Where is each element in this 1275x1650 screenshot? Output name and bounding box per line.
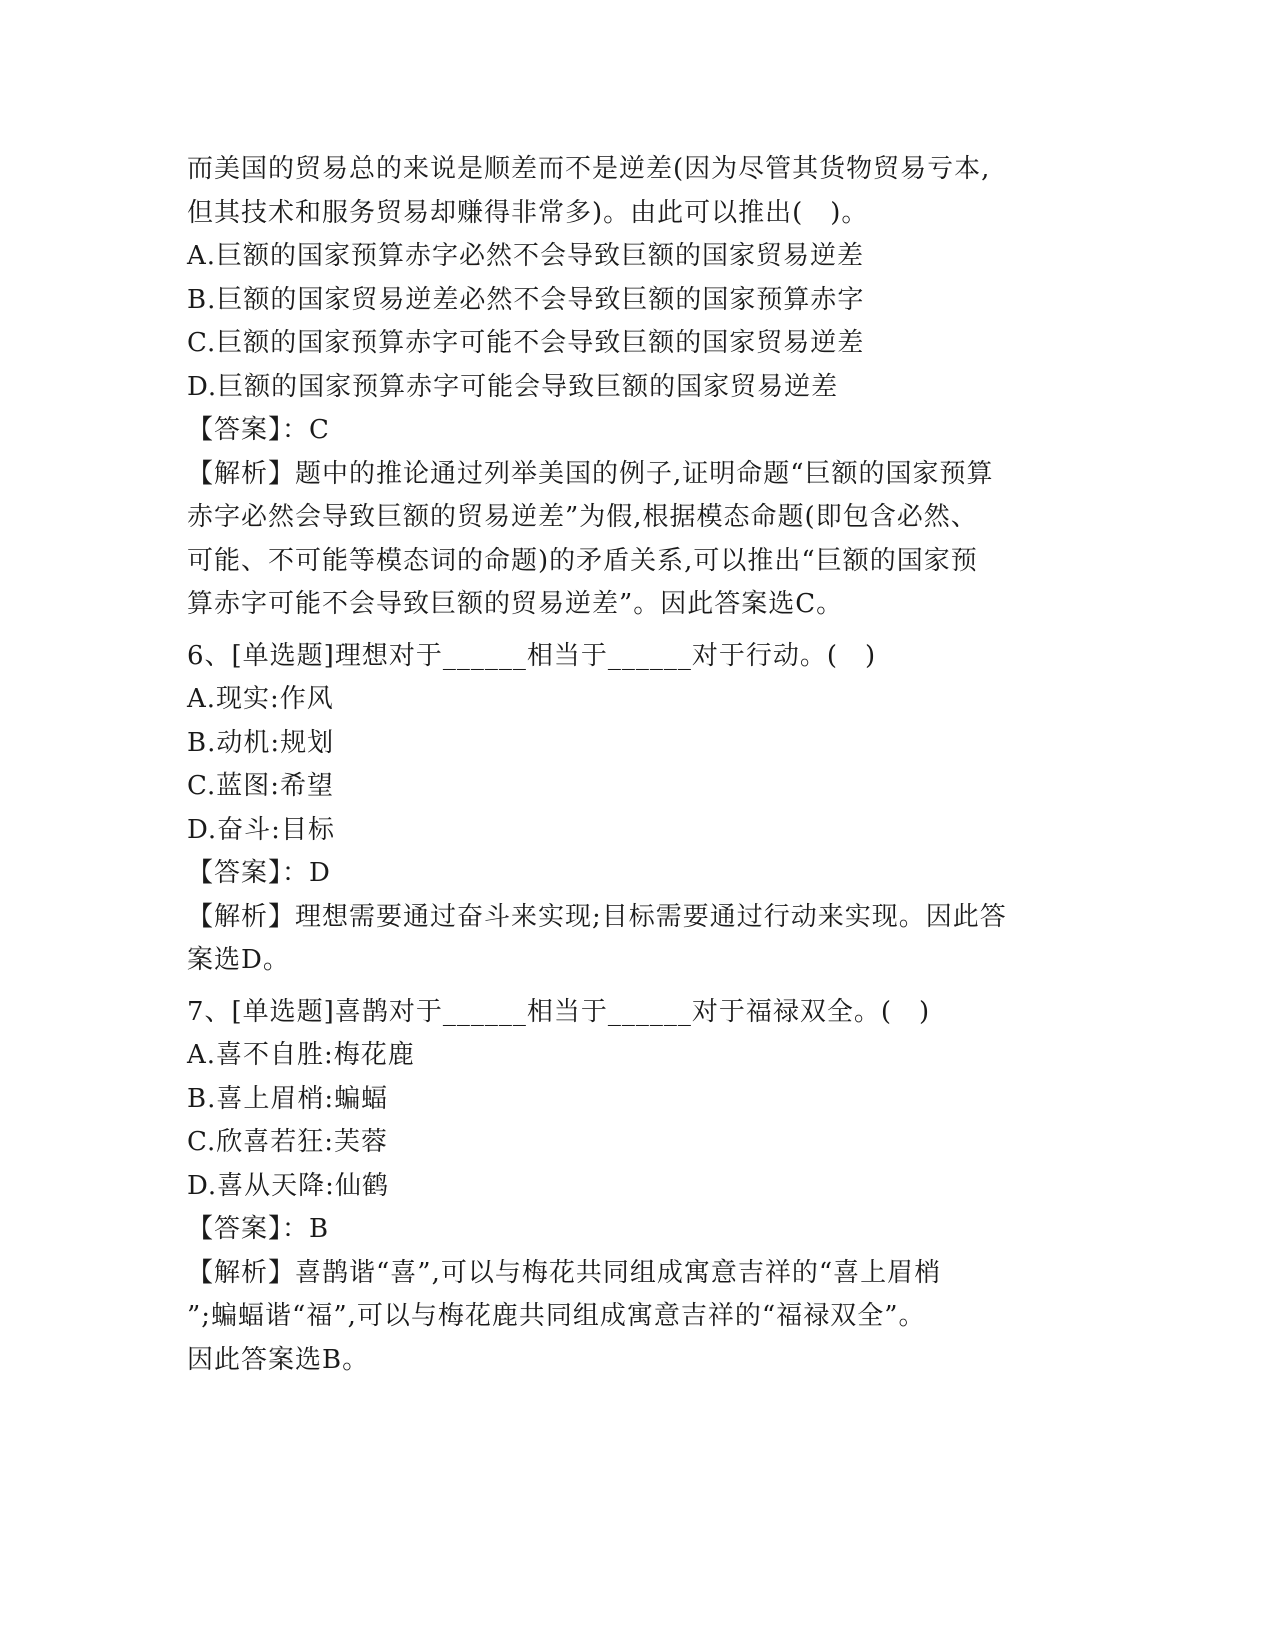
question-gap: [187, 627, 1087, 635]
analysis-line: 可能、不可能等模态词的命题)的矛盾关系,可以推出“巨额的国家预: [187, 545, 978, 576]
answer-line: 【答案】：D: [187, 858, 331, 888]
analysis-line: 算赤字可能不会导致巨额的贸易逆差”。因此答案选C。: [187, 589, 844, 619]
answer-line: 【答案】：B: [187, 1214, 330, 1244]
option-c: C.欣喜若狂:芙蓉: [187, 1127, 388, 1157]
option-d: D.巨额的国家预算赤字可能会导致巨额的国家贸易逆差: [187, 371, 839, 402]
option-d: D.喜从天降:仙鹤: [187, 1170, 389, 1201]
analysis-line: 【解析】喜鹊谐“喜”,可以与梅花共同组成寓意吉祥的“喜上眉梢: [187, 1257, 942, 1288]
option-a: A.喜不自胜:梅花鹿: [187, 1040, 415, 1070]
question-stem: 6、[单选题]理想对于______相当于______对于行动。( ): [187, 640, 877, 671]
question-gap: [187, 983, 1087, 991]
answer-line: 【答案】：C: [187, 415, 330, 445]
question-stem: 7、[单选题]喜鹊对于______相当于______对于福禄双全。( ): [187, 996, 931, 1027]
question-stem-line: 但其技术和服务贸易却赚得非常多)。由此可以推出( )。: [187, 197, 869, 228]
option-b: B.喜上眉梢:蝙蝠: [187, 1083, 389, 1114]
option-a: A.巨额的国家预算赤字必然不会导致巨额的国家贸易逆差: [187, 241, 865, 271]
option-c: C.巨额的国家预算赤字可能不会导致巨额的国家贸易逆差: [187, 328, 865, 358]
analysis-line: 【解析】理想需要通过奋斗来实现;目标需要通过行动来实现。因此答: [187, 901, 1007, 932]
document-page: [187, 148, 1087, 1382]
question-6-block: [187, 635, 1087, 983]
analysis-line: 赤字必然会导致巨额的贸易逆差”为假,根据模态命题(即包含必然、: [187, 502, 978, 532]
option-a: A.现实:作风: [187, 684, 334, 714]
analysis-line: ”;蝙蝠谐“福”,可以与梅花鹿共同组成寓意吉祥的“福禄双全”。: [187, 1301, 926, 1331]
option-d: D.奋斗:目标: [187, 814, 335, 845]
question-5-block: [187, 148, 1087, 627]
option-c: C.蓝图:希望: [187, 771, 334, 801]
question-stem-line: 而美国的贸易总的来说是顺差而不是逆差(因为尽管其货物贸易亏本,: [187, 154, 991, 184]
option-b: B.巨额的国家贸易逆差必然不会导致巨额的国家预算赤字: [187, 284, 865, 315]
analysis-line: 因此答案选B。: [187, 1344, 370, 1375]
option-b: B.动机:规划: [187, 727, 335, 758]
question-7-block: [187, 991, 1087, 1383]
analysis-line: 案选D。: [187, 945, 290, 975]
analysis-line: 【解析】题中的推论通过列举美国的例子,证明命题“巨额的国家预算: [187, 458, 994, 489]
